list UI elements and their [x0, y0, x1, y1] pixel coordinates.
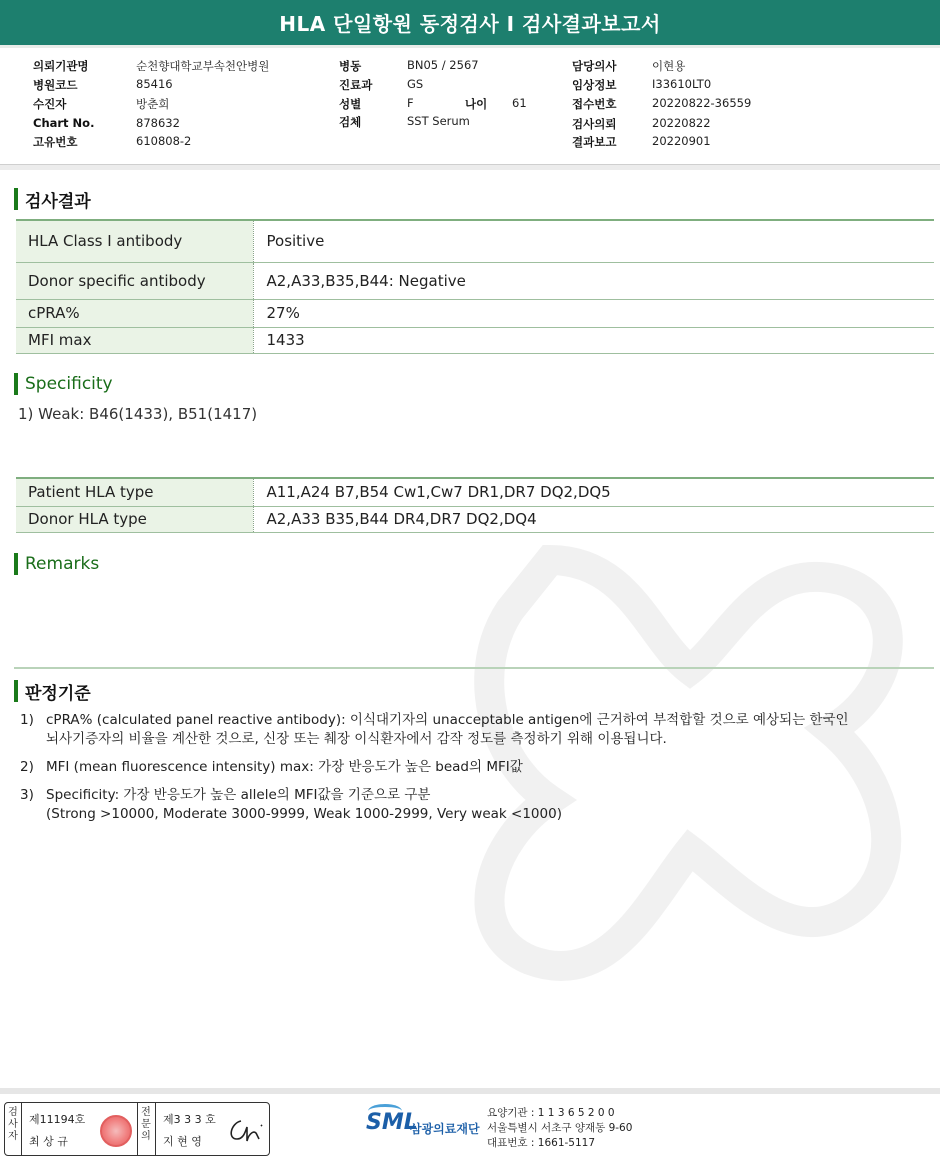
- results-heading-text: 검사결과: [25, 191, 91, 212]
- criteria-number: 3): [20, 787, 34, 803]
- institution-code: 요양기관 : 1 1 3 6 5 2 0 0: [487, 1107, 615, 1119]
- remarks-heading: [14, 552, 99, 576]
- inspector-name: 최 상 규: [29, 1135, 68, 1148]
- address: 서울특별시 서초구 양재동 9-60: [487, 1122, 633, 1134]
- request-date-value: 20220822: [652, 116, 711, 130]
- chart-no-label: Chart No.: [33, 116, 95, 130]
- sml-logo: SML: [366, 1110, 418, 1135]
- heading-bar: [14, 553, 18, 575]
- clinical-info-label: 임상정보: [572, 78, 617, 92]
- hla-value: A11,A24 B7,B54 Cw1,Cw7 DR1,DR7 DQ2,DQ5: [266, 483, 611, 502]
- results-heading: [14, 187, 91, 211]
- report-title-bar: [0, 0, 940, 48]
- heading-bar: [14, 373, 18, 395]
- request-date-label: 검사의뢰: [572, 117, 617, 131]
- criteria-line: (Strong >10000, Moderate 3000-9999, Weak 1000-2999, Very weak <1000): [46, 806, 562, 822]
- criteria-number: 2): [20, 759, 34, 775]
- specificity-heading: [14, 372, 113, 396]
- hospital-code-value: 85416: [136, 77, 173, 91]
- criteria-heading: [14, 679, 91, 703]
- report-title: HLA 단일항원 동정검사 I 검사결과보고서: [279, 12, 661, 36]
- unique-no-label: 고유번호: [33, 135, 78, 149]
- criteria-line: Specificity: 가장 반응도가 높은 allele의 MFI값을 기준으로 구분: [46, 787, 431, 803]
- unique-no-value: 610808-2: [136, 134, 192, 148]
- specialist-name: 지 현 영: [163, 1135, 202, 1148]
- hla-value: A2,A33 B35,B44 DR4,DR7 DQ2,DQ4: [266, 510, 537, 528]
- result-value: Positive: [266, 232, 325, 251]
- criteria-number: 1): [20, 712, 34, 728]
- inspector-label: 검사자: [8, 1107, 18, 1142]
- table-row: [16, 478, 934, 506]
- table-row: [16, 220, 934, 262]
- age-label: 나이: [465, 97, 488, 111]
- doctor-label: 담당의사: [572, 59, 617, 73]
- result-value: A2,A33,B35,B44: Negative: [266, 271, 466, 290]
- foundation-address-block: [487, 1106, 632, 1151]
- signature-icon: [225, 1113, 265, 1147]
- criteria-heading-text: 판정기준: [25, 683, 91, 704]
- divider: [137, 1103, 138, 1155]
- result-value: 27%: [266, 304, 300, 322]
- department-value: GS: [407, 77, 424, 91]
- info-divider: [0, 164, 940, 170]
- ward-label: 병동: [339, 59, 362, 73]
- age-value: 61: [512, 96, 527, 110]
- receipt-no-value: 20220822-36559: [652, 96, 752, 110]
- result-key: cPRA%: [16, 299, 253, 327]
- sex-label: 성별: [339, 97, 362, 111]
- remarks-heading-text: Remarks: [25, 554, 100, 574]
- clinical-info-value: I33610LT0: [652, 77, 712, 91]
- specialist-label: 전문의: [141, 1107, 151, 1142]
- heading-bar: [14, 680, 18, 702]
- inspector-license: 제11194호: [29, 1113, 86, 1126]
- divider: [21, 1103, 22, 1155]
- patient-info-block: [0, 56, 940, 164]
- doctor-value: 이현용: [652, 59, 686, 73]
- specialist-license: 제3 3 3 호: [163, 1113, 216, 1126]
- report-footer: [0, 1088, 940, 1162]
- hla-key: Donor HLA type: [16, 506, 253, 532]
- table-row: [16, 506, 934, 532]
- report-date-value: 20220901: [652, 134, 711, 148]
- chart-no-value: 878632: [136, 116, 180, 130]
- specificity-heading-text: Specificity: [25, 374, 113, 394]
- patient-value: 방춘희: [136, 97, 170, 111]
- heading-bar: [14, 188, 18, 210]
- ward-value: BN05 / 2567: [407, 58, 479, 72]
- divider: [155, 1103, 156, 1155]
- report-date-label: 결과보고: [572, 135, 617, 149]
- signature-box: [4, 1102, 270, 1156]
- criteria-line: 뇌사기증자의 비율을 계산한 것으로, 신장 또는 췌장 이식환자에서 감작 정도를 측정하기 위해 이용됩니다.: [46, 731, 667, 747]
- receipt-no-label: 접수번호: [572, 97, 617, 111]
- results-table: [16, 219, 934, 354]
- table-row: [16, 299, 934, 327]
- result-key: MFI max: [16, 327, 253, 353]
- table-row: [16, 262, 934, 299]
- specimen-label: 검체: [339, 115, 362, 129]
- seal-stamp-icon: [100, 1115, 132, 1147]
- result-key: HLA Class I antibody: [16, 220, 253, 262]
- hla-type-table: [16, 477, 934, 533]
- institution-label: 의뢰기관명: [33, 59, 89, 73]
- department-label: 진료과: [339, 78, 373, 92]
- table-row: [16, 327, 934, 353]
- hospital-code-label: 병원코드: [33, 78, 78, 92]
- criteria-line: cPRA% (calculated panel reactive antibody): 이식대기자의 unacceptable antigen에 근거하여 부적합할 것으로 예상되는 한국인: [46, 712, 849, 728]
- sex-value: F: [407, 96, 414, 110]
- foundation-name: 삼광의료재단: [410, 1122, 480, 1136]
- specimen-value: SST Serum: [407, 114, 470, 128]
- patient-label: 수진자: [33, 97, 67, 111]
- criteria-line: MFI (mean fluorescence intensity) max: 가장 반응도가 높은 bead의 MFI값: [46, 759, 523, 775]
- result-key: Donor specific antibody: [16, 262, 253, 299]
- specificity-text: 1) Weak: B46(1433), B51(1417): [18, 405, 258, 423]
- result-value: 1433: [266, 331, 305, 349]
- institution-value: 순천향대학교부속천안병원: [136, 59, 270, 73]
- watermark-logo: [430, 520, 930, 1080]
- remarks-divider: [14, 667, 934, 669]
- hla-key: Patient HLA type: [16, 478, 253, 506]
- phone: 대표번호 : 1661-5117: [487, 1137, 596, 1149]
